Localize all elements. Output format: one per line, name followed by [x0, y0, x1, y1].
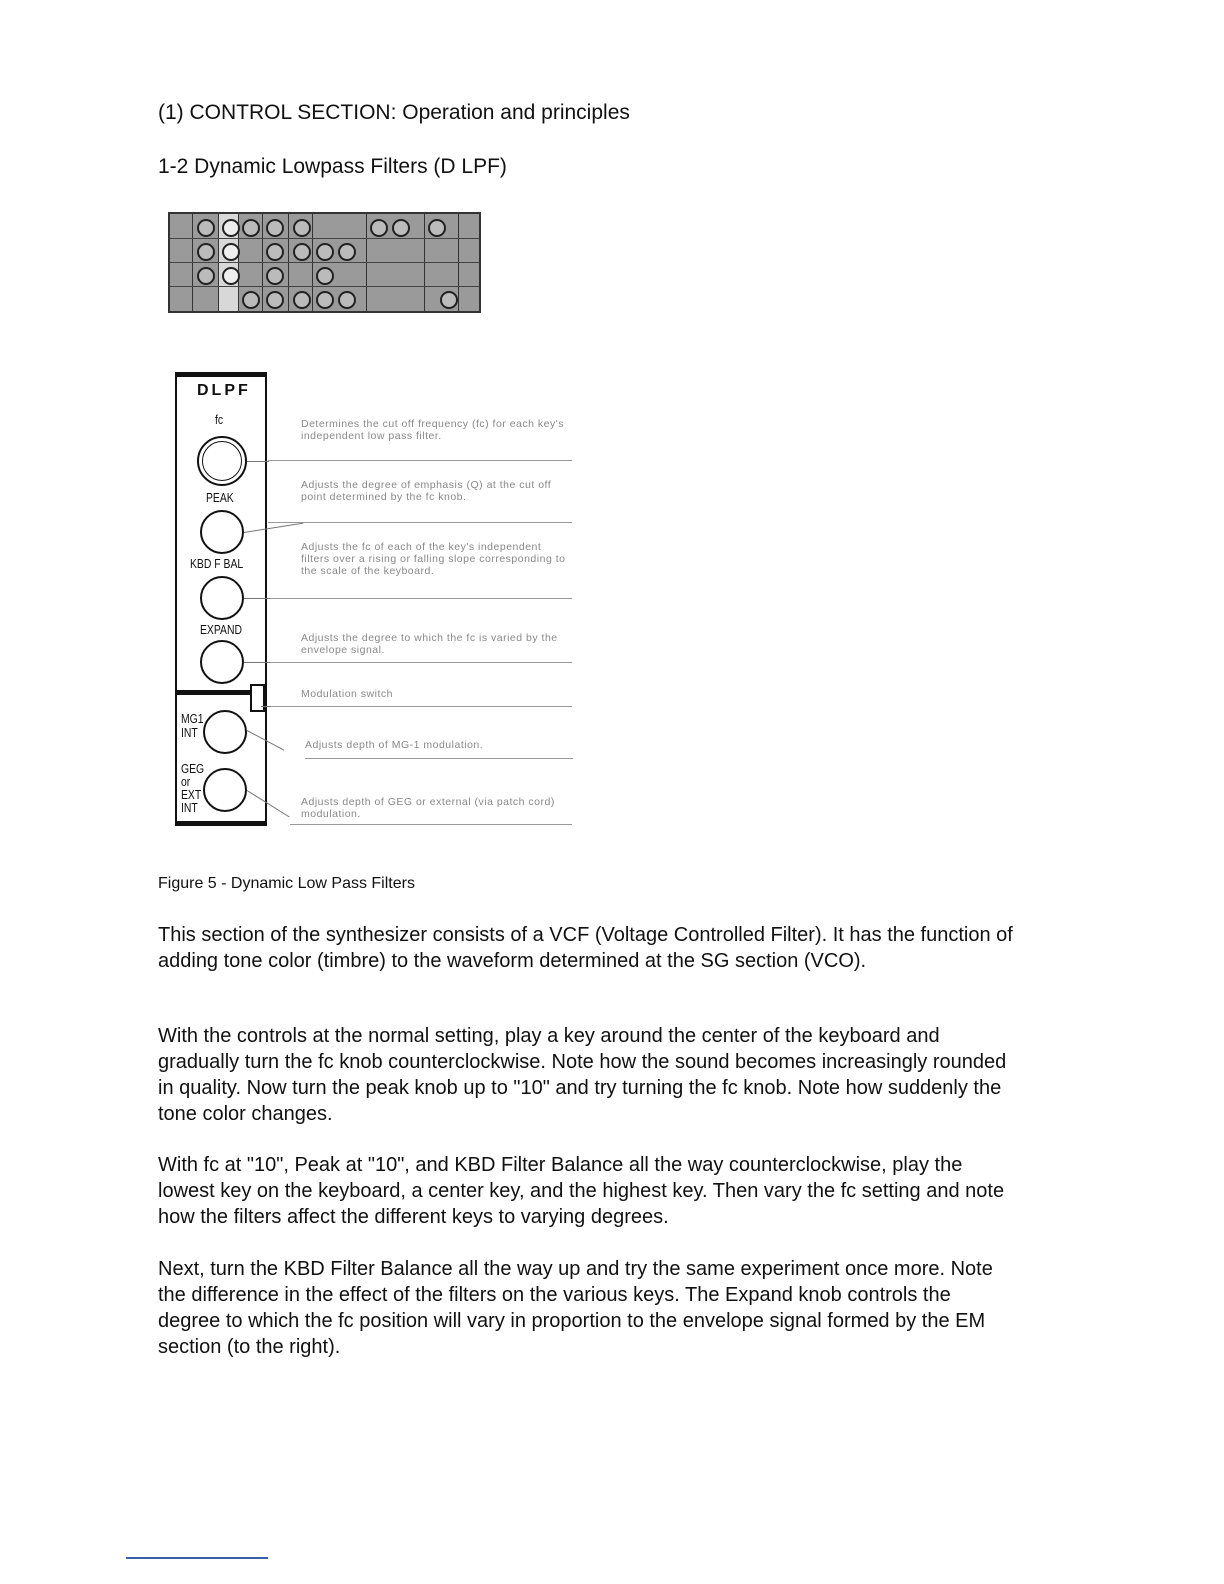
peak-label: PEAK — [206, 490, 234, 505]
fc-description: Determines the cut off frequency (fc) for each key's independent low pass filter. — [301, 418, 564, 442]
mg1-description: Adjusts depth of MG-1 modulation. — [305, 739, 484, 751]
peak-description: Adjusts the degree of emphasis (Q) at the cut off point determined by the fc knob. — [301, 479, 552, 503]
section-heading: (1) CONTROL SECTION: Operation and principles — [158, 101, 630, 124]
panel-title: DLPF — [197, 382, 251, 399]
peak-rule — [268, 522, 572, 523]
paragraph-4: Next, turn the KBD Filter Balance all the way up and try the same experiment once more. Note the difference in the effect of the filters on the various keys. The Expand knob controls the degree to which the fc position will vary in proportion to the envelope signal formed by the EM section (to the right). — [158, 1258, 993, 1358]
kbd-rule — [268, 598, 572, 599]
expand-rule — [268, 662, 572, 663]
fc-knob — [197, 436, 247, 486]
geg-rule — [290, 824, 572, 825]
kbd-description: Adjusts the fc of each of the key's independent filters over a rising or falling slope corresponding to the scale of the keyboard. — [301, 541, 566, 577]
figure-caption: Figure 5 - Dynamic Low Pass Filters — [158, 875, 415, 892]
kbd-label: KBD F BAL — [190, 556, 244, 571]
mg1-knob — [203, 710, 247, 754]
geg-description: Adjusts depth of GEG or external (via patch cord) modulation. — [301, 796, 555, 820]
fc-label: fc — [215, 412, 224, 427]
footer-rule — [126, 1557, 268, 1559]
mg1-rule — [305, 758, 573, 759]
paragraph-1: This section of the synthesizer consists of a VCF (Voltage Controlled Filter). It has the function of adding tone color (timbre) to the waveform determined at the SG section (VCO). — [158, 924, 1013, 972]
kbd-f-bal-knob — [200, 576, 244, 620]
expand-description: Adjusts the degree to which the fc is varied by the envelope signal. — [301, 632, 558, 656]
fc-rule — [268, 460, 572, 461]
switch-leader — [261, 706, 271, 707]
peak-knob — [200, 510, 244, 554]
kbd-leader — [244, 598, 270, 599]
fc-leader — [247, 461, 269, 462]
geg-knob — [203, 768, 247, 812]
synth-panel-photo — [168, 212, 481, 313]
subsection-heading: 1-2 Dynamic Lowpass Filters (D LPF) — [158, 155, 507, 178]
switch-description: Modulation switch — [301, 688, 393, 700]
expand-leader — [244, 662, 270, 663]
switch-rule — [268, 706, 572, 707]
geg-label: GEG or EXT INT — [181, 761, 205, 815]
expand-knob — [200, 640, 244, 684]
mg1-label: MG1 INT — [181, 711, 204, 740]
paragraph-2: With the controls at the normal setting, play a key around the center of the keyboard and gradually turn the fc knob counterclockwise. Note how the sound becomes increasingly rounded in quality. Now turn the peak knob up to "10" and try turning the fc knob. Note how suddenly the tone color changes. — [158, 1025, 1007, 1125]
modulation-switch — [250, 684, 265, 712]
paragraph-3: With fc at "10", Peak at "10", and KBD Filter Balance all the way counterclockwise, play the lowest key on the keyboard, a center key, and the highest key. Then vary the fc setting and note how the filters affect the different keys to varying degrees. — [158, 1154, 1005, 1228]
expand-label: EXPAND — [200, 622, 242, 637]
